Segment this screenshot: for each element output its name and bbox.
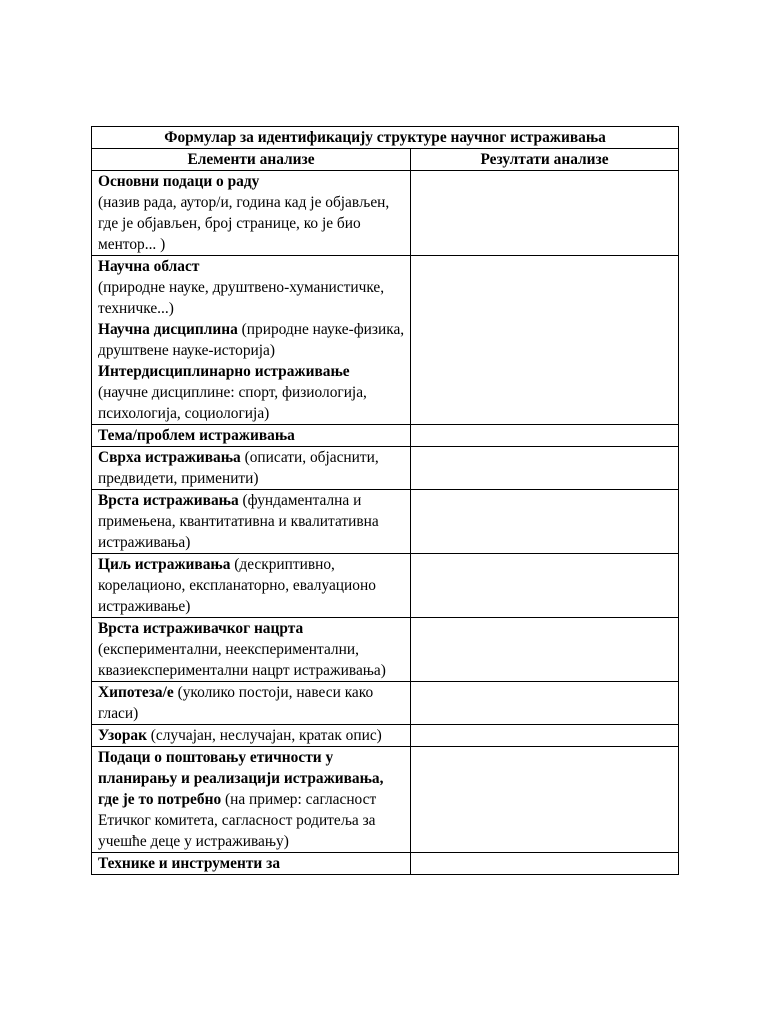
element-description: (уколико постоји, навеси како гласи) — [98, 684, 374, 722]
element-description: (дескриптивно, корелационо, експланаторно, евалуационо истраживање) — [98, 556, 376, 615]
table-row — [92, 725, 679, 747]
element-description: (описати, објаснити, предвидети, применити) — [98, 449, 379, 487]
analysis-element-cell — [92, 747, 411, 853]
element-description: (на пример: сагласност Етичког комитета, сагласност родитеља за учешће деце у истраживању) — [98, 791, 377, 850]
column-header-elements: Елементи анализе — [92, 149, 411, 171]
element-description: (експериментални, неекспериментални, квазиекспериментални нацрт истраживања) — [98, 641, 386, 679]
element-heading: Технике и инструменти за — [98, 855, 281, 872]
table-body — [92, 171, 679, 875]
element-description: (природне науке, друштвено-хуманистичке, техничке...) — [98, 279, 385, 317]
element-heading: Врста истраживачког нацрта — [98, 620, 304, 637]
analysis-element-cell — [92, 490, 411, 554]
element-heading: Сврха истраживања — [98, 449, 241, 466]
analysis-result-cell[interactable] — [411, 554, 679, 618]
table-row — [92, 853, 679, 875]
element-heading: Врста истраживања — [98, 492, 239, 509]
table-row — [92, 256, 679, 425]
table-row — [92, 425, 679, 447]
analysis-result-cell[interactable] — [411, 425, 679, 447]
element-heading: Циљ истраживања — [98, 556, 231, 573]
analysis-result-cell[interactable] — [411, 725, 679, 747]
table-row — [92, 747, 679, 853]
table-row — [92, 554, 679, 618]
analysis-result-cell[interactable] — [411, 490, 679, 554]
analysis-element-cell — [92, 853, 411, 875]
analysis-result-cell[interactable] — [411, 256, 679, 425]
element-heading: Основни подаци о раду — [98, 173, 260, 190]
analysis-element-cell — [92, 618, 411, 682]
column-header-results: Резултати анализе — [411, 149, 679, 171]
analysis-element-cell — [92, 256, 411, 425]
table-row — [92, 490, 679, 554]
table-row — [92, 171, 679, 256]
analysis-result-cell[interactable] — [411, 447, 679, 490]
analysis-element-cell — [92, 425, 411, 447]
header-row — [92, 149, 679, 171]
analysis-element-cell — [92, 682, 411, 725]
element-heading: Научна област — [98, 258, 200, 275]
analysis-result-cell[interactable] — [411, 853, 679, 875]
analysis-element-cell — [92, 554, 411, 618]
analysis-result-cell[interactable] — [411, 747, 679, 853]
element-heading: Интердисциплинарно истраживање — [98, 363, 350, 380]
element-heading: Подаци о поштовању етичности у планирању и реализацији истраживања, где је то потребно — [98, 749, 384, 808]
element-description: (случајан, неслучајан, кратак опис) — [146, 727, 382, 744]
table-row — [92, 447, 679, 490]
analysis-element-cell — [92, 171, 411, 256]
analysis-result-cell[interactable] — [411, 171, 679, 256]
element-heading: Научна дисциплина — [98, 321, 238, 338]
element-heading: Хипотеза/е — [98, 684, 174, 701]
element-heading: Узорак — [98, 727, 147, 744]
form-title: Формулар за идентификацију структуре научног истраживања — [92, 127, 679, 149]
analysis-form-table — [91, 126, 679, 875]
element-description: (назив рада, аутор/и, година кад је објављен, где је објављен, број странице, ко је био ментор... ) — [98, 194, 390, 253]
table-row — [92, 618, 679, 682]
title-row — [92, 127, 679, 149]
analysis-result-cell[interactable] — [411, 682, 679, 725]
analysis-result-cell[interactable] — [411, 618, 679, 682]
table-row — [92, 682, 679, 725]
element-heading: Тема/проблем истраживања — [98, 427, 295, 444]
element-description: (научне дисциплине: спорт, физиологија, психологија, социологија) — [98, 384, 367, 422]
analysis-element-cell — [92, 447, 411, 490]
element-description: (природне науке-физика, друштвене науке-историја) — [98, 321, 405, 359]
analysis-element-cell — [92, 725, 411, 747]
element-description: (фундаментална и примењена, квантитативна и квалитативна истраживања) — [98, 492, 379, 551]
